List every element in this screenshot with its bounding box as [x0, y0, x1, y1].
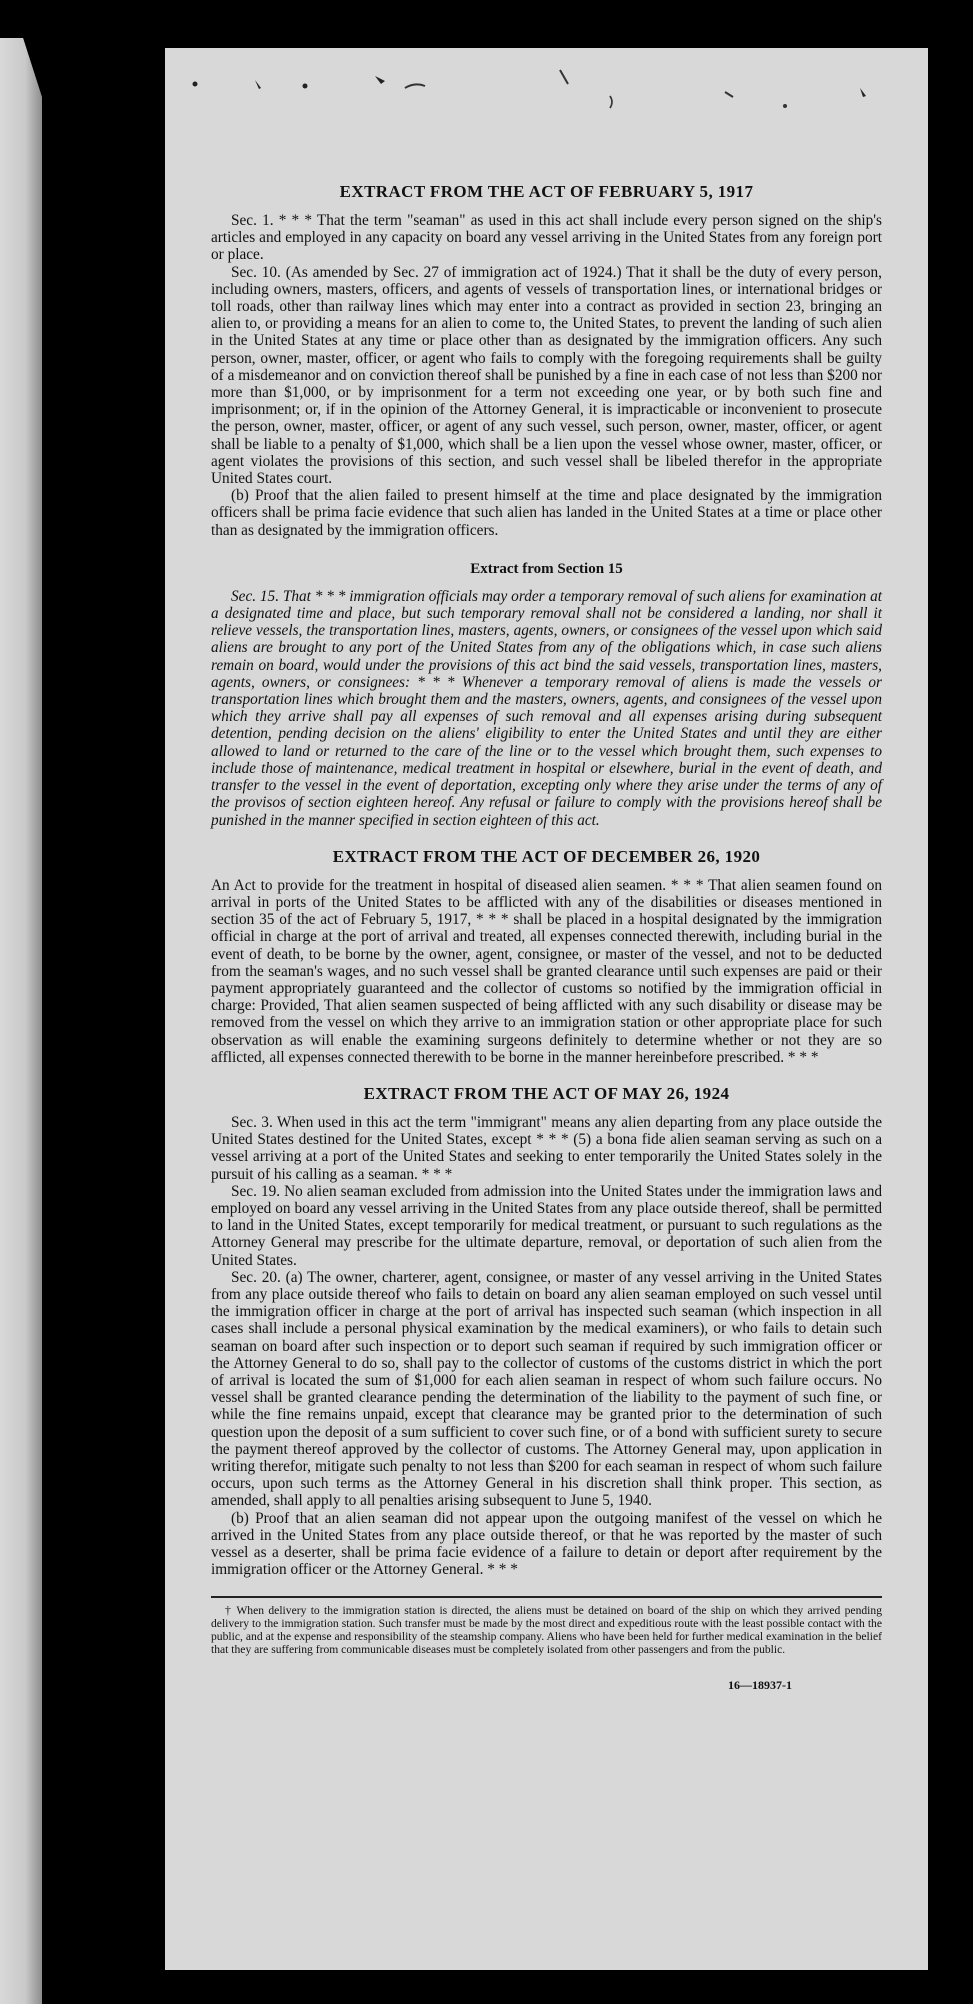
heading-act-1924: EXTRACT FROM THE ACT OF MAY 26, 1924 — [363, 1083, 730, 1103]
form-number: 16—18937-1 — [728, 1678, 792, 1693]
print-specks — [165, 48, 928, 138]
paragraph-sec20b: (b) Proof that an alien seaman did not appear upon the outgoing manifest of the vessel on which he arrived in the United States from any place outside thereof, or that he was reported by the master of such vessel as a deserter, shall be prima facie evidence of a failure to detain or deport after requirement by the immigration officer or the Attorney General. * * * — [211, 1509, 882, 1579]
footnote: † When delivery to the immigration station is directed, the aliens must be detained on board of the ship on which they arrived pending delivery to the immigration station. Such transfer must be made by the most direct and expeditious route with the least possible contact with the public, and at the expense and responsibility of the steamship company. Aliens who have been held for further medical examination in the belief that they are suffering from communicable diseases must be completely isolated from other passengers and from the public. — [211, 1604, 882, 1657]
paragraph-act-1920: An Act to provide for the treatment in hospital of diseased alien seamen. * * * That alien seamen found on arrival in ports of the United States to be afflicted with any of the disabilities or diseases mentioned in section 35 of the act of February 5, 1917, * * * shall be placed in a hospital designated by the immigration official in charge at the port of arrival and treated, all expenses connected therewith, including burial in the event of death, to be borne by the owner, agent, consignee, or master of the vessel, and not to be deducted from the seaman's wages, and no such vessel shall be granted clearance until such expenses are paid or their payment appropriately guaranteed and the collector of customs so notified by the immigration official in charge: Provided, That alien seamen suspected of being afflicted with any such disability or disease may be removed from the vessel on which they arrive to an immigration station or other appropriate place for such observation as will enable the examining surgeons definitely to determine whether or not they are so afflicted, all expenses connected therewith to be borne in the manner hereinbefore prescribed. * * * — [211, 876, 882, 1066]
paragraph-sec3: Sec. 3. When used in this act the term "immigrant" means any alien departing from any place outside the United States destined for the United States, except * * * (5) a bona fide alien seaman serving as such on a vessel arriving at a port of the United States and seeking to enter temporarily the United States solely in the pursuit of his calling as a seaman. * * * — [211, 1113, 882, 1183]
document-page — [165, 48, 928, 1970]
paragraph-sec19: Sec. 19. No alien seaman excluded from admission into the United States under the immigration laws and employed on board any vessel arriving in the United States from any place outside thereof, shall be permitted to land in the United States, except temporarily for medical treatment, or pursuant to such regulations as the Attorney General may prescribe for the ultimate departure, removal, or deportation of such alien from the United States. — [211, 1182, 882, 1269]
heading-section-15: Extract from Section 15 — [470, 560, 623, 577]
paragraph-sec20a: Sec. 20. (a) The owner, charterer, agent, consignee, or master of any vessel arriving in the United States from any place outside thereof who fails to detain on board any alien seaman employed on such vessel until the immigration officer in charge at the port of arrival has inspected such seaman (which inspection in all cases shall include a personal physical examination by the medical examiners), or who fails to detain such seaman on board after such inspection or to deport such seaman if required by such immigration officer or the Attorney General to do so, shall pay to the collector of customs of the customs district in which the port of arrival is located the sum of $1,000 for each alien seaman in respect of whom such failure occurs. No vessel shall be granted clearance pending the determination of the liability to the payment of such fine, or while the fine remains unpaid, except that clearance may be granted prior to the determination of such question upon the deposit of a sum sufficient to cover such fine, or of a bond with sufficient surety to secure the payment thereof approved by the collector of customs. The Attorney General may, upon application in writing therefor, mitigate such penalty to not less than $200 for each seaman in respect of whom such failure occurs, upon such terms as the Attorney General in his discretion shall think proper. This section, as amended, shall apply to all penalties arising subsequent to June 5, 1940. — [211, 1268, 882, 1510]
paragraph-sec10b: (b) Proof that the alien failed to present himself at the time and place designated by the immigration officers shall be prima facie evidence that such alien has landed in the United States at a time or place other than as designated by the immigration officers. — [211, 487, 882, 539]
adjacent-page-edge — [0, 38, 42, 2004]
paragraph-sec10: Sec. 10. (As amended by Sec. 27 of immigration act of 1924.) That it shall be the duty of every person, including owners, masters, officers, and agents of vessels of transportation lines, or international bridges or toll roads, other than railway lines which may enter into a contract as provided in section 23, bringing an alien to, or providing a means for an alien to come to, the United States, to prevent the landing of such alien in the United States at any time or place other than as designated by the immigration officers. Any such person, owner, master, officer, or agent who fails to comply with the foregoing requirements shall be guilty of a misdemeanor and on conviction thereof shall be punished by a fine in each case of not less than $200 nor more than $1,000, or by imprisonment for a term not exceeding one year, or by both such fine and imprisonment; or, if in the opinion of the Attorney General, it is impracticable or inconvenient to prosecute the person, owner, master, officer, or agent of any such vessel, such person, owner, master, officer, or agent shall be liable to a penalty of $1,000, which shall be a lien upon the vessel whose owner, master, officer, or agent violates the provisions of this section, and such vessel shall be libeled therefor in the appropriate United States court. — [211, 263, 882, 488]
paragraph-sec1: Sec. 1. * * * That the term "seaman" as used in this act shall include every person signed on the ship's articles and employed in any capacity on board any vessel arriving in the United States from any foreign port or place. — [211, 212, 882, 264]
footnote-divider — [211, 1596, 882, 1598]
heading-act-1917: EXTRACT FROM THE ACT OF FEBRUARY 5, 1917 — [339, 182, 754, 201]
paragraph-sec15: Sec. 15. That * * * immigration officials may order a temporary removal of such aliens for examination at a designated time and place, but such temporary removal shall not be considered a landing, nor shall it relieve vessels, the transportation lines, masters, agents, owners, or consignees of the vessel upon which said aliens are brought to any port of the United States from any of the obligations which, in case such aliens remain on board, would under the provisions of this act bind the said vessels, transportation lines, masters, agents, owners, or consignees: * * * Whenever a temporary removal of aliens is made the vessels or transportation lines which brought them and the masters, owners, agents, and consignees of the vessel upon which they arrive shall pay all expenses of such removal and all expenses arising during subsequent detention, pending decision on the aliens' eligibility to enter the United States and until they are either allowed to land or returned to the care of the line or to the vessel which brought them, such expenses to include those of maintenance, medical treatment in hospital or elsewhere, burial in the event of death, and transfer to the vessel in the event of deportation, excepting only where they arise under the terms of any of the provisos of section eighteen hereof. Any refusal or failure to comply with the provisions hereof shall be punished in the manner specified in section eighteen of this act. — [211, 587, 882, 829]
heading-act-1920: EXTRACT FROM THE ACT OF DECEMBER 26, 1920 — [332, 846, 761, 866]
